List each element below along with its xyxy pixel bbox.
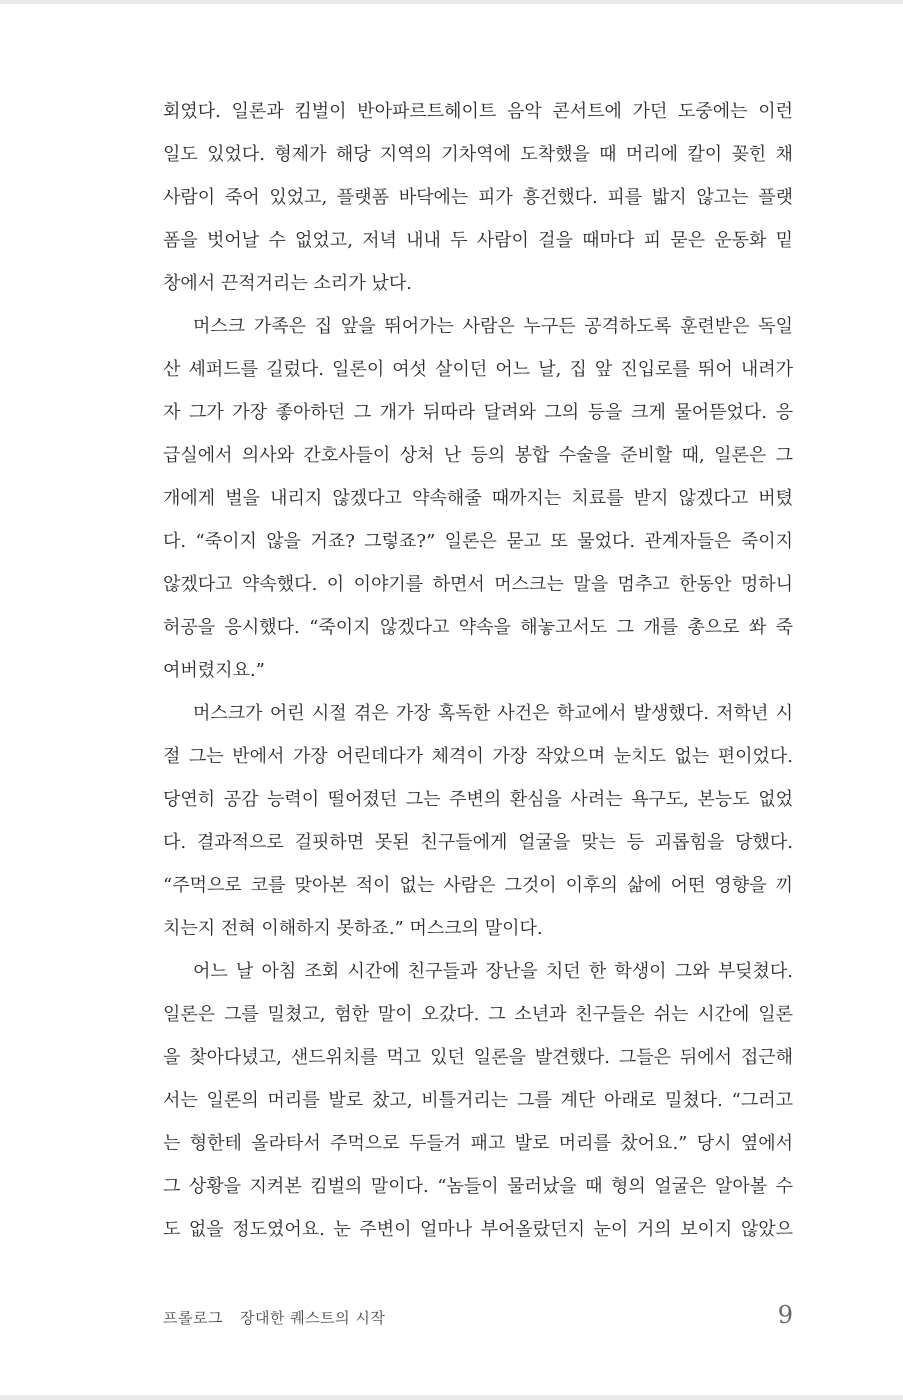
body-line: 머스크가 어린 시절 겪은 가장 혹독한 사건은 학교에서 발생했다. 저학년 시 — [193, 703, 793, 724]
page-footer — [163, 1303, 793, 1328]
body-line: 다. 결과적으로 걸핏하면 못된 친구들에게 얼굴을 맞는 등 괴롭힘을 당했다. — [163, 832, 793, 853]
page-bottom-scan-edge — [0, 1395, 903, 1400]
body-line: 일도 있었다. 형제가 해당 지역의 기차역에 도착했을 때 머리에 칼이 꽂힌 채 — [163, 144, 793, 165]
paragraph — [163, 90, 793, 305]
body-line: 치는지 전혀 이해하지 못하죠.” 머스크의 말이다. — [163, 918, 543, 939]
body-line: 머스크 가족은 집 앞을 뛰어가는 사람은 누구든 공격하도록 훈련받은 독일 — [193, 316, 793, 337]
body-line: 당연히 공감 능력이 떨어졌던 그는 주변의 환심을 사려는 욕구도, 본능도 없었 — [163, 789, 793, 810]
body-line: 서는 일론의 머리를 발로 찼고, 비틀거리는 그를 계단 아래로 밀쳤다. “그러고 — [163, 1090, 793, 1111]
body-line: 창에서 끈적거리는 소리가 났다. — [163, 273, 412, 294]
body-line: “주먹으로 코를 맞아본 적이 없는 사람은 그것이 이후의 삶에 어떤 영향을 끼 — [163, 875, 793, 896]
body-line: 자 그가 가장 좋아하던 그 개가 뒤따라 달려와 그의 등을 크게 물어뜯었다. 응 — [163, 402, 793, 423]
paragraph — [163, 305, 793, 692]
body-line: 회였다. 일론과 킴벌이 반아파르트헤이트 음악 콘서트에 가던 도중에는 이런 — [163, 101, 793, 122]
paragraph — [163, 950, 793, 1251]
chapter-title: 장대한 퀘스트의 시작 — [239, 1309, 386, 1327]
body-line: 사람이 죽어 있었고, 플랫폼 바닥에는 피가 흥건했다. 피를 밟지 않고는 플랫 — [163, 187, 793, 208]
page-number: 9 — [777, 1301, 793, 1329]
page-body — [163, 90, 793, 1251]
body-line: 어느 날 아침 조회 시간에 친구들과 장난을 치던 한 학생이 그와 부딪쳤다. — [193, 961, 793, 982]
body-line: 개에게 벌을 내리지 않겠다고 약속해줄 때까지는 치료를 받지 않겠다고 버텼 — [163, 488, 793, 509]
body-line: 여버렸지요.” — [163, 660, 265, 681]
body-line: 도 없을 정도였어요. 눈 주변이 얼마나 부어올랐던지 눈이 거의 보이지 않았으 — [163, 1219, 793, 1240]
page-top-scan-edge — [0, 0, 903, 4]
body-line: 일론은 그를 밀쳤고, 험한 말이 오갔다. 그 소년과 친구들은 쉬는 시간에 일론 — [163, 1004, 793, 1025]
body-line: 않겠다고 약속했다. 이 이야기를 하면서 머스크는 말을 멈추고 한동안 멍하니 — [163, 574, 793, 595]
paragraph — [163, 692, 793, 950]
chapter-label: 프롤로그 — [163, 1309, 223, 1327]
body-line: 그 상황을 지켜본 킴벌의 말이다. “놈들이 물러났을 때 형의 얼굴은 알아볼 수 — [163, 1176, 793, 1197]
body-line: 다. “죽이지 않을 거죠? 그렇죠?” 일론은 묻고 또 물었다. 관계자들은 죽이지 — [163, 531, 793, 552]
body-line: 을 찾아다녔고, 샌드위치를 먹고 있던 일론을 발견했다. 그들은 뒤에서 접근해 — [163, 1047, 793, 1068]
body-line: 허공을 응시했다. “죽이지 않겠다고 약속을 해놓고서도 그 개를 총으로 쏴 죽 — [163, 617, 793, 638]
body-line: 급실에서 의사와 간호사들이 상처 난 등의 봉합 수술을 준비할 때, 일론은 그 — [163, 445, 793, 466]
body-line: 폼을 벗어날 수 없었고, 저녁 내내 두 사람이 걸을 때마다 피 묻은 운동화 밑 — [163, 230, 793, 251]
running-head — [163, 1307, 385, 1328]
body-line: 절 그는 반에서 가장 어린데다가 체격이 가장 작았으며 눈치도 없는 편이었다. — [163, 746, 793, 767]
body-line: 산 셰퍼드를 길렀다. 일론이 여섯 살이던 어느 날, 집 앞 진입로를 뛰어 내려가 — [163, 359, 793, 380]
body-line: 는 형한테 올라타서 주먹으로 두들겨 패고 발로 머리를 찼어요.” 당시 옆에서 — [163, 1133, 793, 1154]
